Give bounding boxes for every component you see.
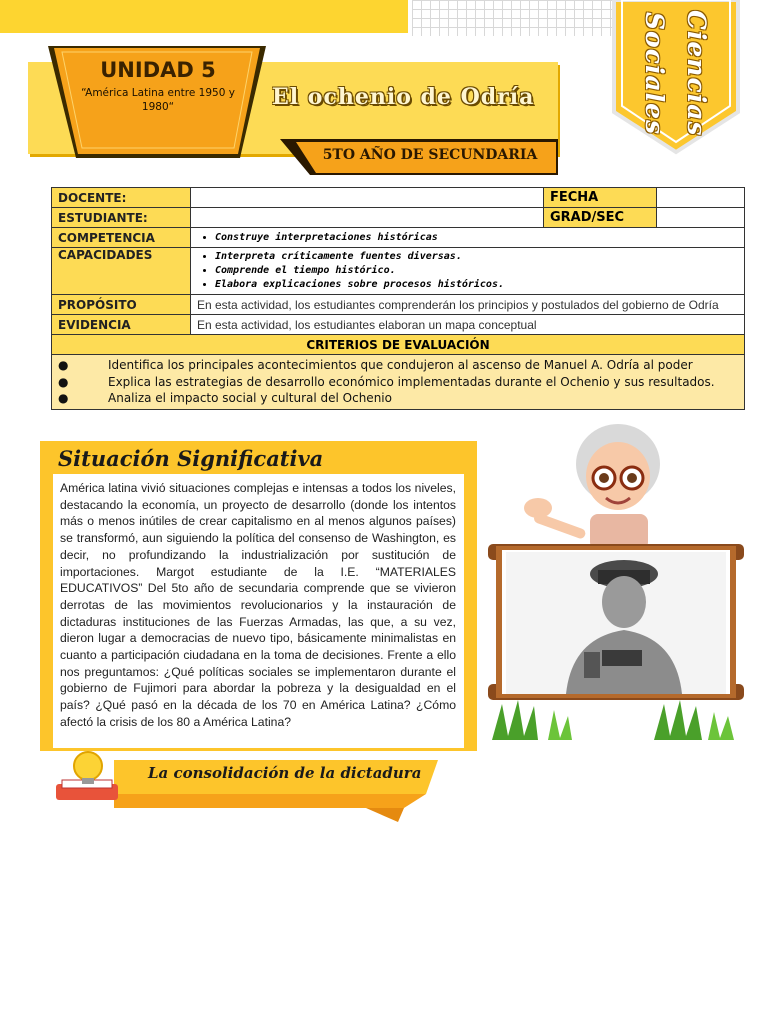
lesson-title: El ochenio de Odría xyxy=(272,84,535,110)
bullet-icon: ● xyxy=(58,374,69,389)
competencia-cell xyxy=(191,228,745,248)
section-banner xyxy=(54,746,444,826)
criterio-item xyxy=(58,357,738,374)
top-accent-bar xyxy=(0,0,408,33)
bullet-icon: ● xyxy=(58,358,69,372)
subject-ribbon xyxy=(612,0,740,155)
evidencia-value: En esta actividad, los estudiantes elaboran un mapa conceptual xyxy=(191,315,745,335)
evidencia-label: EVIDENCIA xyxy=(52,315,191,335)
unit-subtitle: “América Latina entre 1950 y 1980“ xyxy=(81,87,235,113)
capacidades-cell xyxy=(191,248,745,295)
grass-decoration xyxy=(488,696,744,744)
unit-title: UNIDAD 5 xyxy=(100,58,216,82)
capacidad-item: • Elabora explicaciones sobre procesos históricos. xyxy=(215,278,738,292)
capacidad-item: • Comprende el tiempo histórico. xyxy=(215,264,738,278)
situation-text: América latina vivió situaciones complejas e intensas a todos los niveles, destacando la economía, un proyecto de desarrollo (donde los intentos más o menos inútiles de crear capitalismo en al menos algunos países) se transformó, aun siguiendo la política del consenso de Washington, es decir, no profundizando la industrialización por sustitución de importaciones. Margot estudiante de la I.E. “MATERIALES EDUCATIVOS” Del 5to año de secundaria comprende que se vivieron derrotas de las movimientos revolucionarios y la instauración de dictaduras instituciones de las Fuerzas Armadas, las que, a su vez, dieron lugar a democracias de nuevo tipo, básicamente minimalistas en cuanto a participación ciudadana en la toma de decisiones. Frente a ello nos preguntamos: ¿Qué políticas sociales se implementaron durante el gobierno de Fujimori para abordar la pobreza y la desigualdad en el país? ¿Qué pasó en la década de los 70 en América Latina? ¿Cómo afectó la crisis de los 80 a América Latina? xyxy=(60,481,456,729)
criterios-heading: CRITERIOS DE EVALUACIÓN xyxy=(52,335,745,355)
capacidades-label: CAPACIDADES xyxy=(52,248,191,295)
proposito-value: En esta actividad, los estudiantes comprenderán los principios y postulados del gobierno de Odría xyxy=(191,295,745,315)
competencia-item: • Construye interpretaciones históricas xyxy=(215,231,738,245)
criterio-text: Analiza el impacto social y cultural del Ochenio xyxy=(108,391,392,405)
fecha-label: FECHA xyxy=(544,188,657,208)
docente-label: DOCENTE: xyxy=(52,188,191,208)
criterio-text: Explica las estrategias de desarrollo económico implementadas durante el Ochenio y sus resultados. xyxy=(108,374,715,389)
gradsec-label: GRAD/SEC xyxy=(544,208,657,228)
estudiante-label: ESTUDIANTE: xyxy=(52,208,191,228)
subject-line2: Sociales xyxy=(640,12,669,136)
criterio-item xyxy=(58,374,738,391)
estudiante-field[interactable] xyxy=(191,208,544,228)
bullet-icon: ● xyxy=(58,391,69,405)
section-title: La consolidación de la dictadura xyxy=(148,764,422,782)
grandmother-illustration xyxy=(520,420,690,550)
info-table xyxy=(51,187,745,410)
fecha-field[interactable] xyxy=(657,188,745,208)
grade-label: 5TO AÑO DE SECUNDARIA xyxy=(322,147,538,163)
docente-field[interactable] xyxy=(191,188,544,208)
criterio-text: Identifica los principales acontecimientos que condujeron al ascenso de Manuel A. Odría al poder xyxy=(108,358,693,372)
gradsec-field[interactable] xyxy=(657,208,745,228)
criterios-cell xyxy=(52,355,745,410)
subject-line1: Ciencias xyxy=(682,10,711,137)
situation-title: Situación Significativa xyxy=(58,446,324,471)
competencia-label: COMPETENCIA xyxy=(52,228,191,248)
grid-decoration xyxy=(412,0,612,36)
odria-portrait xyxy=(506,552,726,694)
criterio-item xyxy=(58,390,738,407)
proposito-label: PROPÓSITO xyxy=(52,295,191,315)
capacidad-item: • Interpreta críticamente fuentes diversas. xyxy=(215,250,738,264)
